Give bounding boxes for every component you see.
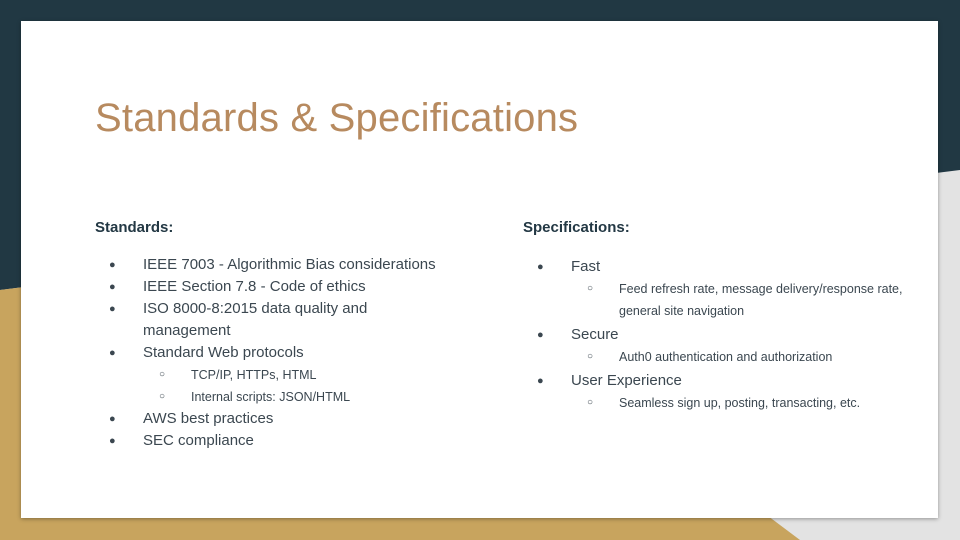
list-item-text: IEEE 7003 - Algorithmic Bias considerations <box>143 256 436 273</box>
list-item-text: IEEE Section 7.8 - Code of ethics <box>143 278 366 295</box>
hollow-bullet-icon: ○ <box>587 351 594 362</box>
sub-list-item <box>143 364 495 386</box>
list-item <box>523 324 913 346</box>
list-item <box>95 430 495 452</box>
specifications-list <box>523 256 913 414</box>
hollow-bullet-icon: ○ <box>587 397 594 408</box>
list-item <box>523 256 913 278</box>
bullet-icon: ● <box>109 413 116 425</box>
list-item <box>95 298 373 342</box>
list-item <box>95 342 495 364</box>
list-item-text: SEC compliance <box>143 432 254 449</box>
standards-list <box>95 254 495 452</box>
list-item <box>523 370 913 392</box>
bullet-icon: ● <box>109 347 116 359</box>
sub-list-item <box>143 386 495 408</box>
list-item <box>95 254 495 276</box>
bullet-icon: ● <box>537 329 544 341</box>
slide <box>21 21 938 518</box>
list-item-text: User Experience <box>571 372 682 389</box>
specifications-column <box>523 219 913 414</box>
sub-list-item <box>571 278 919 322</box>
list-item-text: Standard Web protocols <box>143 344 304 361</box>
sub-list-item-text: Auth0 authentication and authorization <box>619 350 833 364</box>
bullet-icon: ● <box>109 303 116 315</box>
sub-list-item <box>571 392 913 414</box>
list-item <box>95 408 495 430</box>
list-item-text: AWS best practices <box>143 410 274 427</box>
hollow-bullet-icon: ○ <box>159 369 166 380</box>
list-item-text: Fast <box>571 258 601 275</box>
list-item-text: Secure <box>571 326 619 343</box>
list-item <box>95 276 495 298</box>
sub-list-item-text: Feed refresh rate, message delivery/response rate, general site navigation <box>619 282 903 318</box>
bullet-icon: ● <box>537 375 544 387</box>
hollow-bullet-icon: ○ <box>159 391 166 402</box>
specifications-heading: Specifications: <box>523 219 630 236</box>
list-item-text: ISO 8000-8:2015 data quality and management <box>143 300 368 339</box>
bullet-icon: ● <box>109 281 116 293</box>
sub-list-item-text: TCP/IP, HTTPs, HTML <box>191 368 317 382</box>
page-title: Standards & Specifications <box>95 96 579 140</box>
bullet-icon: ● <box>109 259 116 271</box>
sub-list-item <box>571 346 913 368</box>
sub-list-item-text: Internal scripts: JSON/HTML <box>191 390 351 404</box>
bullet-icon: ● <box>537 261 544 273</box>
sub-list-item-text: Seamless sign up, posting, transacting, etc. <box>619 396 861 410</box>
bullet-icon: ● <box>109 435 116 447</box>
standards-heading: Standards: <box>95 219 174 236</box>
hollow-bullet-icon: ○ <box>587 283 594 294</box>
standards-column <box>95 219 495 452</box>
